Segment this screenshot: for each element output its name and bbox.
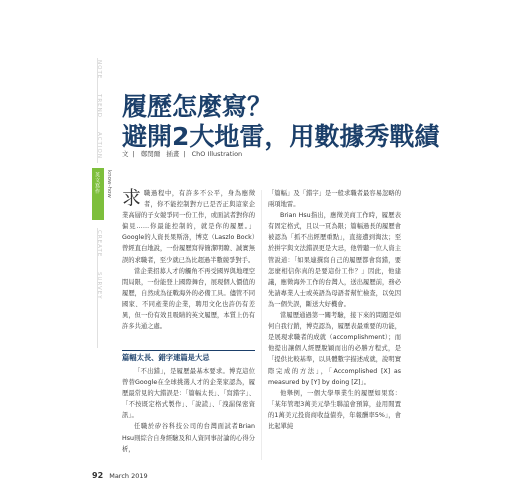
article-column-left (122, 188, 255, 332)
paragraph: Brian Hsu指出，應徵美商工作時，履歷表有固定格式，且以一頁為限；篇幅過長的履歷會被認為「抓不出經歷重點」，直接遭到淘汰；至於拼字與文法錯誤更是大忌，他曾聽一位人資主管說道：「如果連撰寫自己的履歷都會寫錯，要怎麼相信你真的是要這份工作？」因此，他建議，應徵海外工作的台灣人，送出履歷前，務必先請專業人士或英語為母語者幫忙檢查，以免因為一個失誤，斷送大好機會。 (268, 212, 401, 308)
article-title (122, 92, 439, 152)
byline-illus-label: 插畫 (166, 150, 180, 158)
paragraph: 任職於矽谷科技公司的台灣面試者Brian Hsu則綜合自身經驗及和人資同事討論的心得分析， (122, 423, 255, 453)
byline-text-label: 文 (122, 150, 129, 158)
paragraph: 「不出錯」，是履歷最基本要求。博克這位曾替Google在全球挑選人才的企業家認為，履歷最常見的大錯誤是：「篇幅太長」、「寫錯字」、「不按既定格式製作」、「說謊」、「洩漏保密資訊」。 (122, 368, 255, 420)
section-subhead: 篇幅太長、錯字連篇是大忌 (122, 353, 210, 362)
column-divider (261, 190, 262, 460)
byline: 文 | 鄭閔爾 插畫 | ChO Illustration (122, 150, 243, 158)
article-column-right (268, 188, 401, 432)
tab-active-label: 英文寫作 (94, 172, 100, 194)
sidebar-tab-active (92, 168, 104, 220)
sidebar-item-trend: TREND (96, 94, 102, 119)
know-how-label: know-how (106, 170, 112, 198)
article-title-line1: 履歷怎麼寫？ (122, 92, 273, 121)
paragraph: 他舉例，一個大學畢業生的履歷如果寫：「某年管理3萬美元學生聯誼會預算，並用閒置的1萬美元投資商收益債券，年報酬率5%」，會比起單純 (268, 389, 401, 430)
sidebar-item-create: CREATE (96, 230, 102, 258)
sidebar-item-note: NOTE (96, 60, 102, 80)
paragraph: 當履歷通過第一關考驗，接下來的問題是如何自我行銷，博克認為，履歷表最重要的功能，是展現求職者的成就（accomplishment）；而他提出讓個人經歷脫穎而出的必勝方程式，是「提供比較基準，以具體數字描述成就，說明實際完成的方法」，「Accomplished [X] as measured by [Y] by doing [Z]」。 (268, 312, 401, 386)
drop-cap: 求 (122, 187, 142, 209)
issue-date: March 2019 (109, 472, 148, 480)
know-how-label-box (104, 168, 114, 220)
subhead-rule (122, 350, 255, 351)
byline-author: 鄭閔爾 (140, 150, 161, 158)
article-column-left-lower (122, 366, 255, 455)
byline-illustrator: ChO Illustration (191, 150, 243, 158)
paragraph: 職過程中，有許多不公平，身為應徵者，你不能控制對方已是否正與這家企業高層的子女競爭同一份工作，或面試者對你的偏見……你最能控制的，就是你的履歷。」Google的人資長果斯洛，博克（Laszlo Bock）曾經直白地說，一份履歷寫得簡潔明瞭、誠實無誤的求職者，至少就已為比超過半數競爭對手。 (122, 190, 255, 264)
paragraph: 「篇幅」及「錯字」是一般求職者最容易忽略的兩項地雷。 (268, 190, 401, 209)
page-footer (92, 471, 148, 480)
page-number: 92 (92, 471, 104, 480)
paragraph: 當企業招募人才的觸角不再受國界與地理空間局限，一份能登上國際舞台，展現個人價值的履歷，自然成為征戰海外的必備工具。儘管不同國家、不同產業的企業，聘用文化也許仍有差異，但一份有效且吸睛的英文履歷，本質上仍有許多共通之處。 (122, 267, 255, 331)
article-title-line2: 避開2大地雷，用數據秀戰績 (122, 122, 440, 151)
sidebar-item-survey: SURVEY (96, 272, 102, 300)
sidebar-item-action: ACTION (96, 132, 102, 159)
